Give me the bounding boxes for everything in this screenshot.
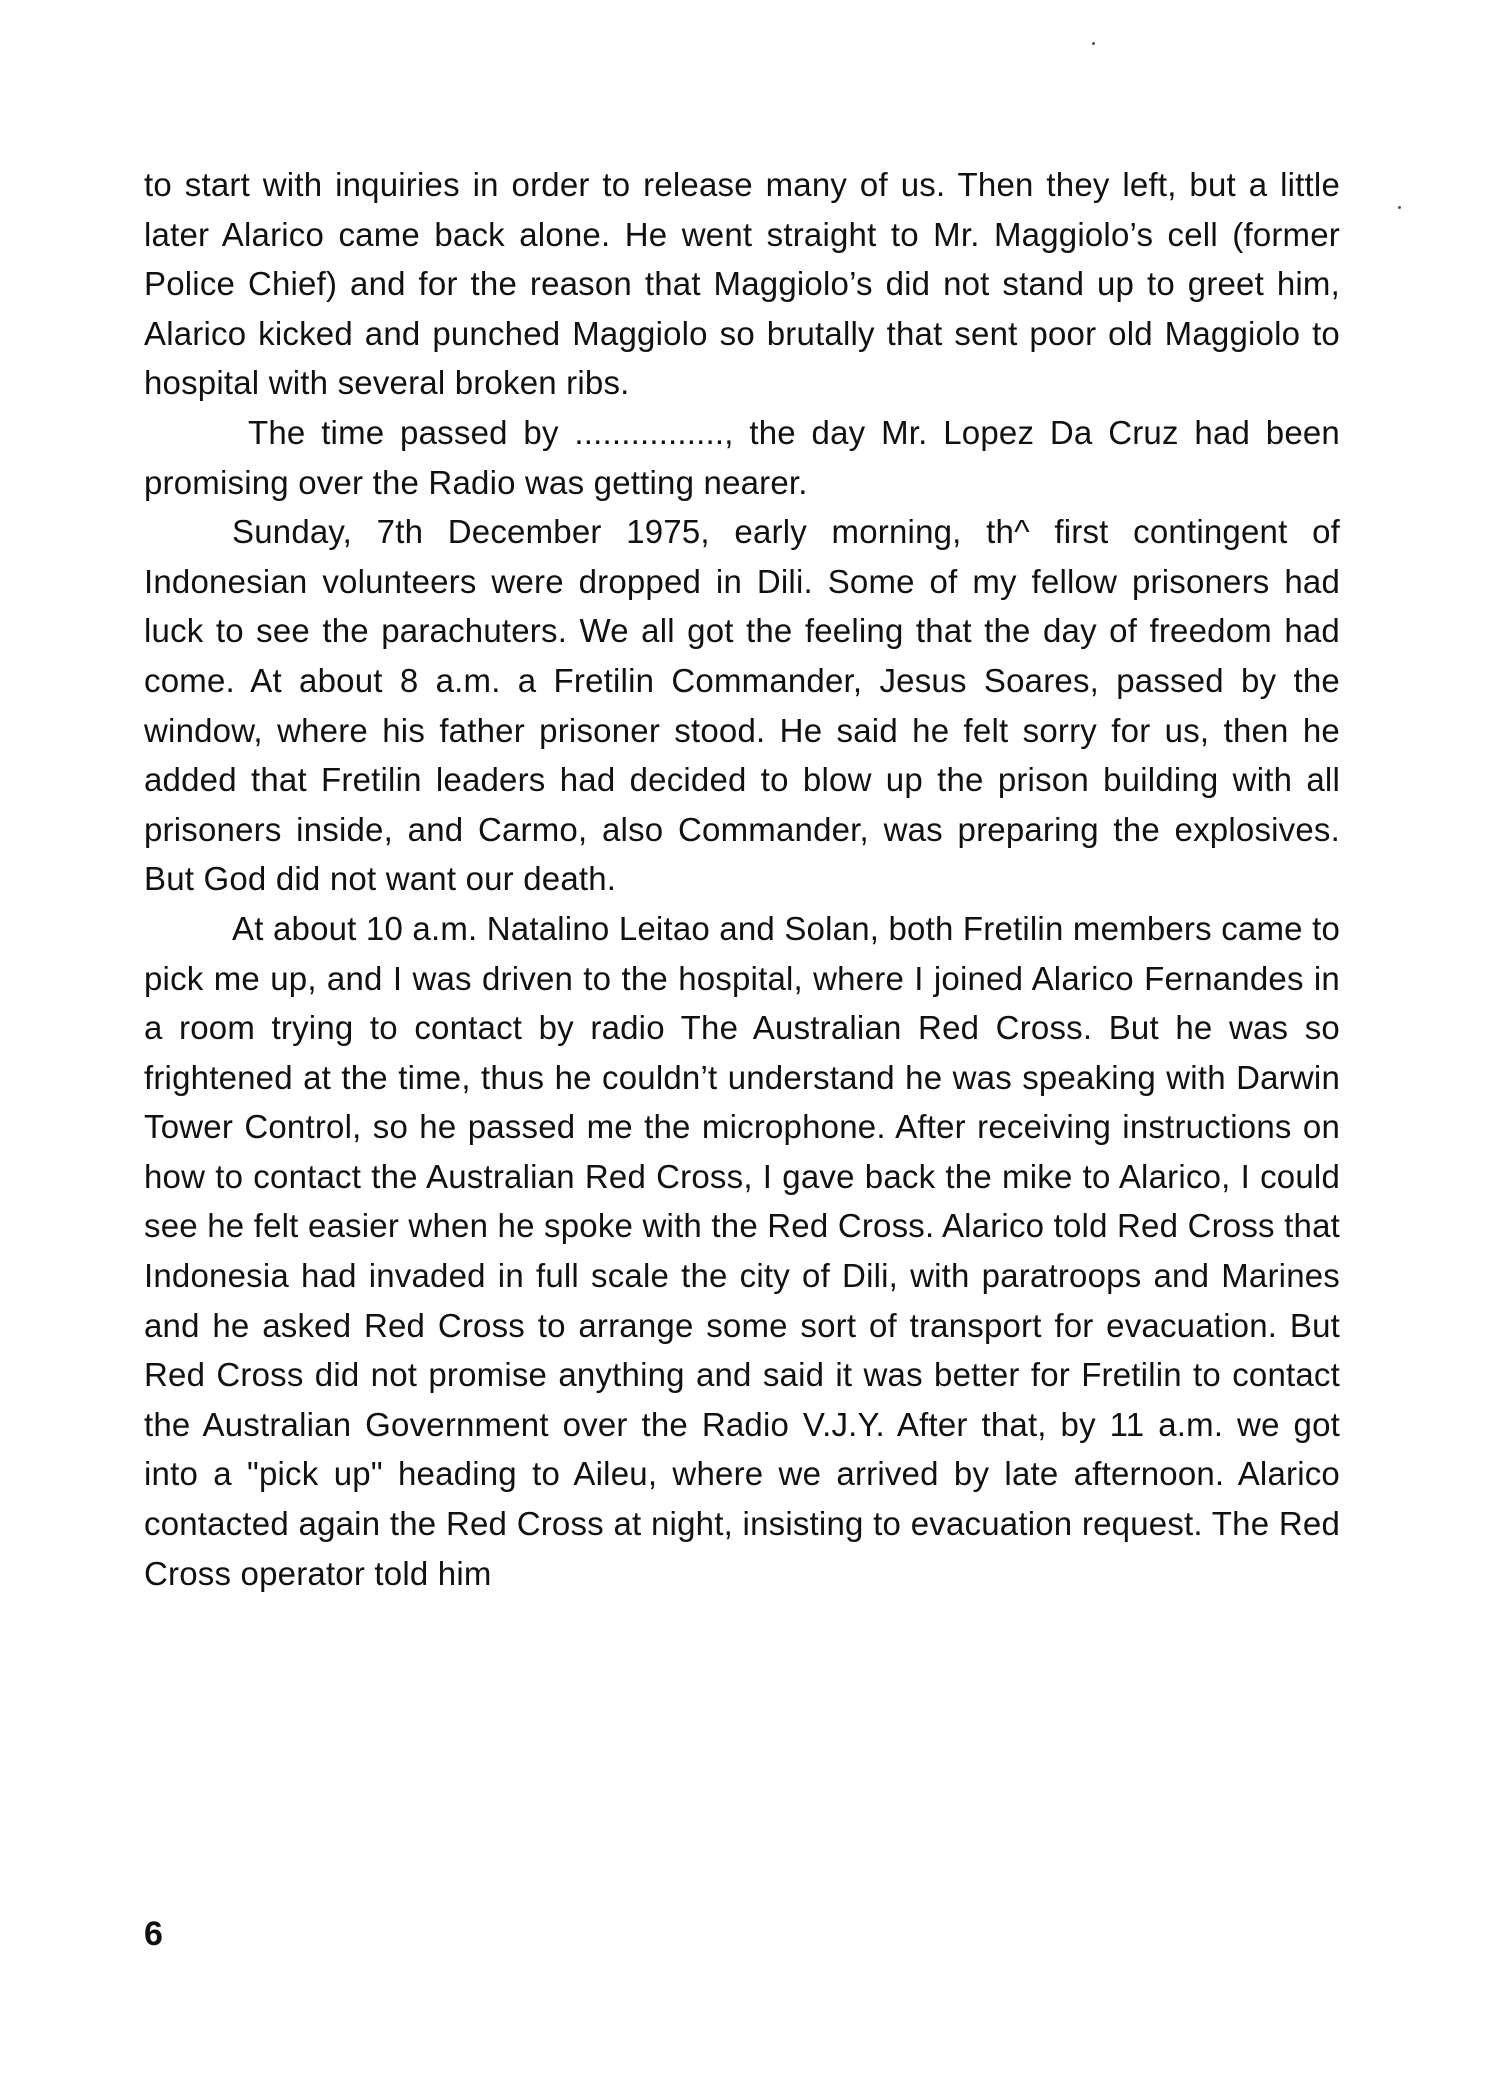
paragraph-time-passed: The time passed by ................, the day Mr. Lopez Da Cruz had been promising over the Radio was getting nearer. [144, 413, 1340, 501]
document-page [144, 160, 1340, 1598]
page-number: 6 [144, 1915, 163, 1953]
scan-speck [1092, 42, 1095, 45]
scan-speck [1398, 206, 1401, 209]
paragraph-continuation: to start with inquiries in order to release many of us. Then they left, but a little later Alarico came back alone. He went straight to Mr. Maggiolo’s cell (former Police Chief) and for the reason that Maggiolo’s did not stand up to greet him, Alarico kicked and punched Maggiolo so brutally that sent poor old Maggiolo to hospital with several broken ribs. [144, 166, 1340, 402]
paragraph-sunday-december: Sunday, 7th December 1975, early morning, th^ first contingent of Indonesian volunteers were dropped in Dili. Some of my fellow prisoners had luck to see the parachuters. We all got the feeling that the day of freedom had come. At about 8 a.m. a Fretilin Commander, Jesus Soares, passed by the window, where his father prisoner stood. He said he felt sorry for us, then he added that Fretilin leaders had decided to blow up the prison building with all prisoners inside, and Carmo, also Commander, was preparing the explosives. But God did not want our death. [144, 513, 1340, 898]
paragraph-hospital-radio: At about 10 a.m. Natalino Leitao and Solan, both Fretilin members came to pick me up, and I was driven to the hospital, where I joined Alarico Fernandes in a room trying to contact by radio The Australian Red Cross. But he was so frightened at the time, thus he couldn’t understand he was speaking with Darwin Tower Control, so he passed me the microphone. After receiving instructions on how to contact the Australian Red Cross, I gave back the mike to Alarico, I could see he felt easier when he spoke with the Red Cross. Alarico told Red Cross that Indonesia had invaded in full scale the city of Dili, with paratroops and Marines and he asked Red Cross to arrange some sort of transport for evacuation. But Red Cross did not promise anything and said it was better for Fretilin to contact the Australian Government over the Radio V.J.Y. After that, by 11 a.m. we got into a "pick up" heading to Aileu, where we arrived by late afternoon. Alarico contacted again the Red Cross at night, insisting to evacuation request. The Red Cross operator told him [144, 909, 1340, 1592]
